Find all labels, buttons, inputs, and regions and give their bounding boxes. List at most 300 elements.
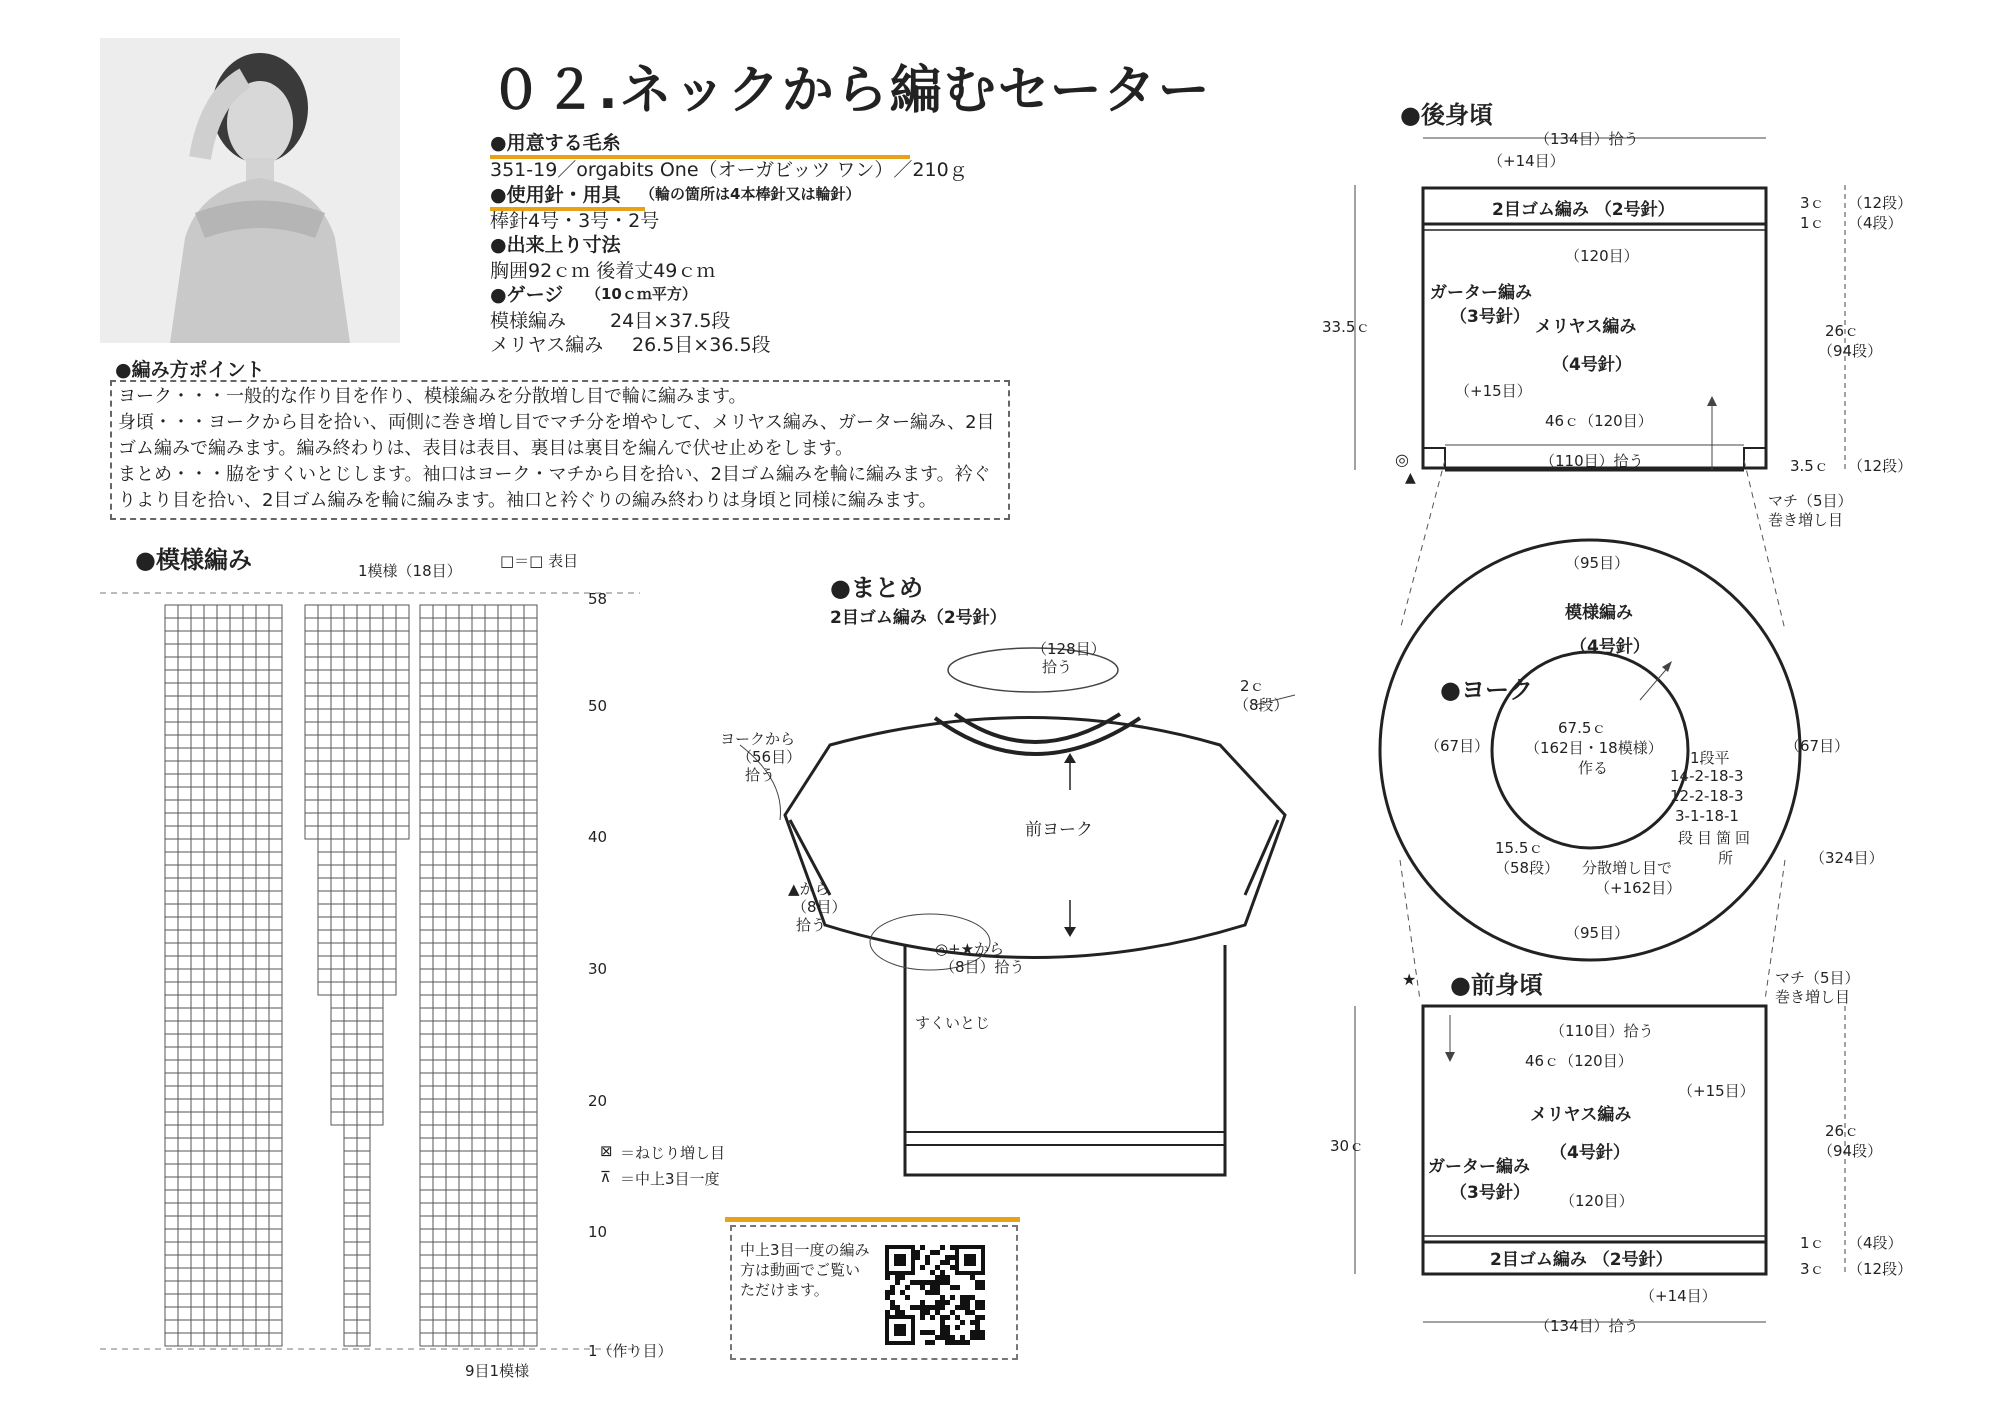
chart-cell [420,1255,433,1268]
chart-cell [344,982,357,995]
chart-cell [511,657,524,670]
yoke-c95-top: （95目） [1565,554,1630,572]
qr-module [900,1310,905,1315]
qr-module [885,1310,890,1315]
chart-cell [269,1008,282,1021]
chart-cell [357,1294,370,1307]
chart-cell [344,1060,357,1073]
chart-cell [243,1125,256,1138]
chart-cell [165,1138,178,1151]
qr-module [965,1340,970,1345]
chart-cell [178,800,191,813]
qr-module [940,1275,945,1280]
rib-width: 2ｃ [1240,677,1265,695]
chart-cell [433,904,446,917]
chart-cell [472,943,485,956]
chart-cell [433,852,446,865]
chart-cell [204,813,217,826]
chart-cell [383,839,396,852]
chart-cell [191,813,204,826]
yoke-c324: （324目） [1810,849,1884,867]
chart-cell [178,1307,191,1320]
sukui-toji: すくいとじ [915,1014,991,1032]
chart-cell [204,1268,217,1281]
chart-cell [472,787,485,800]
qr-module [975,1280,980,1285]
chart-cell [357,826,370,839]
chart-cell [357,1086,370,1099]
chart-cell [344,1229,357,1242]
chart-cell [459,956,472,969]
chart-cell [446,1307,459,1320]
chart-cell [256,982,269,995]
chart-cell [459,865,472,878]
chart-cell [420,1307,433,1320]
chart-cell [420,1164,433,1177]
chart-cell [420,1073,433,1086]
chart-cell [165,943,178,956]
chart-cell [485,982,498,995]
dec-row: 14-2-18-3 [1670,767,1744,785]
qr-module [970,1275,975,1280]
back-garter-needle: （3号針） [1450,307,1530,327]
chart-cell [524,1034,537,1047]
chart-cell [472,644,485,657]
chart-cell [511,1060,524,1073]
chart-cell [305,657,318,670]
double-circle-icon: ◎ [1395,450,1409,469]
chart-cell [357,1190,370,1203]
chart-cell [344,1203,357,1216]
chart-cell [433,891,446,904]
chart-cell [459,800,472,813]
chart-cell [420,1229,433,1242]
chart-cell [269,696,282,709]
chart-cell [230,1320,243,1333]
chart-cell [370,774,383,787]
chart-cell [396,696,409,709]
chart-cell [459,1086,472,1099]
row-label-58: 58 [588,590,608,608]
chart-cell [256,1112,269,1125]
chart-cell [383,696,396,709]
chart-cell [305,787,318,800]
chart-cell [217,1034,230,1047]
chart-cell [178,1112,191,1125]
chart-cell [318,930,331,943]
chart-cell [370,696,383,709]
qr-module [940,1245,945,1250]
chart-cell [204,1021,217,1034]
chart-cell [420,1177,433,1190]
chart-cell [498,1086,511,1099]
qr-module [970,1320,975,1325]
chart-cell [217,930,230,943]
chart-cell [269,865,282,878]
chart-cell [204,735,217,748]
chart-cell [420,891,433,904]
qr-module [950,1265,955,1270]
chart-cell [243,1021,256,1034]
chart-cell [204,1177,217,1190]
chart-cell [383,657,396,670]
chart-cell [524,1164,537,1177]
chart-cell [433,930,446,943]
chart-cell [511,774,524,787]
qr-module [965,1300,970,1305]
chart-cell [459,1112,472,1125]
chart-cell [344,1151,357,1164]
qr-module [945,1275,950,1280]
chart-cell [344,1281,357,1294]
chart-cell [459,1242,472,1255]
chart-cell [433,982,446,995]
chart-cell [204,930,217,943]
chart-cell [178,605,191,618]
chart-cell [396,631,409,644]
chart-cell [396,618,409,631]
chart-cell [331,995,344,1008]
chart-cell [420,722,433,735]
chart-cell [191,1255,204,1268]
chart-cell [357,1008,370,1021]
chart-cell [230,657,243,670]
chart-cell [472,735,485,748]
chart-cell [498,683,511,696]
chart-cell [485,1112,498,1125]
qr-module [980,1335,985,1340]
chart-cell [459,839,472,852]
qr-module [955,1315,960,1320]
chart-cell [305,800,318,813]
chart-cell [230,631,243,644]
chart-cell [524,1268,537,1281]
chart-cell [524,982,537,995]
chart-cell [305,670,318,683]
chart-cell [204,943,217,956]
chart-cell [524,1073,537,1086]
chart-cell [511,1294,524,1307]
chart-cell [420,1125,433,1138]
chart-cell [204,1320,217,1333]
chart-cell [524,878,537,891]
chart-cell [485,774,498,787]
chart-cell [217,1047,230,1060]
chart-cell [230,839,243,852]
chart-cell [420,1203,433,1216]
chart-cell [511,605,524,618]
chart-cell [472,826,485,839]
chart-cell [485,1333,498,1346]
front-yoke: 前ヨーク [1025,820,1093,840]
chart-cell [243,904,256,917]
chart-cell [269,839,282,852]
chart-cell [305,761,318,774]
chart-cell [459,1307,472,1320]
chart-cell [511,1190,524,1203]
chart-cell [217,696,230,709]
chart-cell [511,1216,524,1229]
chart-cell [383,826,396,839]
qr-module [910,1305,915,1310]
back-r3n: （12段） [1848,194,1913,212]
chart-cell [459,1047,472,1060]
chart-cell [459,618,472,631]
chart-cell [217,800,230,813]
chart-cell [230,605,243,618]
chart-cell [230,644,243,657]
qr-module [920,1285,925,1290]
chart-cell [459,657,472,670]
qr-module [965,1310,970,1315]
chart-cell [459,969,472,982]
chart-cell [165,1125,178,1138]
chart-cell [165,930,178,943]
chart-cell [485,865,498,878]
chart-cell [498,1151,511,1164]
chart-cell [485,1229,498,1242]
chart-cell [269,1268,282,1281]
chart-cell [498,1320,511,1333]
chart-cell [446,683,459,696]
chart-cell [269,813,282,826]
chart-cell [396,787,409,800]
chart-cell [191,982,204,995]
chart-cell [498,670,511,683]
chart-cell [204,982,217,995]
chart-cell [511,956,524,969]
chart-cell [191,800,204,813]
chart-cell [191,1242,204,1255]
qr-code-icon[interactable] [885,1245,985,1345]
chart-cell [178,683,191,696]
chart-cell [446,995,459,1008]
qr-module [935,1310,940,1315]
chart-cell [357,1073,370,1086]
chart-cell [498,631,511,644]
chart-cell [256,670,269,683]
chart-cell [318,683,331,696]
chart-cell [420,852,433,865]
chart-cell [318,722,331,735]
chart-cell [459,1229,472,1242]
qr-module [975,1285,980,1290]
chart-cell [331,1099,344,1112]
chart-cell [269,1216,282,1229]
chart-cell [165,787,178,800]
chart-cell [498,1229,511,1242]
chart-cell [269,943,282,956]
chart-cell [511,852,524,865]
chart-cell [511,1307,524,1320]
chart-cell [178,969,191,982]
chart-cell [256,1216,269,1229]
chart-cell [217,631,230,644]
chart-cell [204,761,217,774]
chart-cell [165,1281,178,1294]
qr-module [965,1295,970,1300]
chart-cell [459,826,472,839]
chart-cell [217,1008,230,1021]
chart-cell [230,683,243,696]
chart-cell [524,1125,537,1138]
chart-cell [357,761,370,774]
chart-cell [446,826,459,839]
chart-cell [243,1138,256,1151]
chart-cell [446,1242,459,1255]
chart-cell [446,1164,459,1177]
chart-cell [420,839,433,852]
chart-cell [331,696,344,709]
chart-cell [420,683,433,696]
chart-cell [178,787,191,800]
chart-cell [485,722,498,735]
chart-cell [511,670,524,683]
chart-cell [243,891,256,904]
chart-cell [217,878,230,891]
chart-cell [331,852,344,865]
chart-cell [331,813,344,826]
chart-cell [217,943,230,956]
chart-cell [243,683,256,696]
chart-cell [331,956,344,969]
chart-cell [420,865,433,878]
chart-cell [420,1099,433,1112]
chart-cell [446,917,459,930]
chart-cell [524,813,537,826]
chart-cell [178,761,191,774]
needle-text: 棒針4号・3号・2号 [490,210,660,232]
chart-cell [217,1125,230,1138]
chart-cell [191,1268,204,1281]
chart-cell [357,1216,370,1229]
qr-module [940,1295,945,1300]
chart-cell [331,605,344,618]
chart-cell [420,813,433,826]
assembly-diagram [700,630,1320,1210]
chart-cell [357,722,370,735]
chart-cell [459,631,472,644]
chart-cell [420,995,433,1008]
chart-cell [459,1190,472,1203]
model-photo [100,38,400,343]
chart-cell [459,1099,472,1112]
chart-cell [204,1333,217,1346]
chart-cell [524,787,537,800]
chart-cell [191,1047,204,1060]
chart-cell [383,774,396,787]
yoke-inner: 67.5ｃ [1558,719,1607,737]
chart-cell [269,1242,282,1255]
chart-cell [191,1099,204,1112]
chart-cell [318,852,331,865]
chart-cell [511,1099,524,1112]
qr-module [945,1340,950,1345]
chart-cell [230,1073,243,1086]
chart-cell [217,813,230,826]
chart-cell [178,878,191,891]
chart-cell [524,618,537,631]
chart-cell [243,1281,256,1294]
chart-cell [524,826,537,839]
chart-cell [256,943,269,956]
back-r35n: （12段） [1848,457,1913,475]
qr-module [950,1245,955,1250]
chart-cell [318,631,331,644]
back-w46: 46ｃ（120目） [1545,412,1653,430]
chart-cell [230,1177,243,1190]
qr-module [920,1310,925,1315]
chart-cell [357,1268,370,1281]
qr-module [980,1280,985,1285]
chart-cell [217,1294,230,1307]
chart-cell [524,1008,537,1021]
chart-cell [204,904,217,917]
chart-cell [165,956,178,969]
chart-cell [165,904,178,917]
chart-cell [446,748,459,761]
chart-cell [459,930,472,943]
yoke-inner3: 作る [1578,759,1609,777]
chart-cell [498,1073,511,1086]
chart-cell [420,709,433,722]
back-plus14: （+14目） [1488,152,1565,170]
chart-cell [243,1086,256,1099]
chart-cell [256,1047,269,1060]
chart-cell [204,618,217,631]
chart-cell [446,865,459,878]
chart-cell [472,1021,485,1034]
chart-cell [191,1060,204,1073]
front-r1: 1ｃ [1800,1234,1825,1252]
qr-module [940,1315,945,1320]
points-line: ゴム編みで編みます。編み終わりは、表目は表目、裏目は裏目を編んで伏せ止めをします。 [118,438,854,459]
chart-cell [511,1151,524,1164]
chart-cell [498,1333,511,1346]
chart-cell [204,1307,217,1320]
chart-cell [485,1099,498,1112]
chart-cell [472,800,485,813]
chart-cell [472,774,485,787]
chart-cell [204,1216,217,1229]
legend-twist: ＝ねじり増し目 [620,1144,726,1162]
chart-cell [344,1112,357,1125]
chart-cell [204,670,217,683]
chart-cell [217,1307,230,1320]
chart-cell [191,1177,204,1190]
chart-cell [370,683,383,696]
chart-cell [357,1203,370,1216]
chart-cell [331,904,344,917]
chart-cell [498,787,511,800]
chart-cell [165,1229,178,1242]
chart-cell [178,1151,191,1164]
chart-cell [420,774,433,787]
chart-cell [344,1034,357,1047]
back-r1: 1ｃ [1800,214,1825,232]
chart-cell [370,605,383,618]
chart-cell [256,1008,269,1021]
chart-cell [256,839,269,852]
qr-module [920,1280,925,1285]
chart-cell [256,1164,269,1177]
yarn-header: ●用意する毛糸 [490,128,910,159]
chart-cell [472,1164,485,1177]
chart-cell [204,826,217,839]
chart-cell [433,605,446,618]
chart-cell [204,787,217,800]
chart-cell [433,670,446,683]
